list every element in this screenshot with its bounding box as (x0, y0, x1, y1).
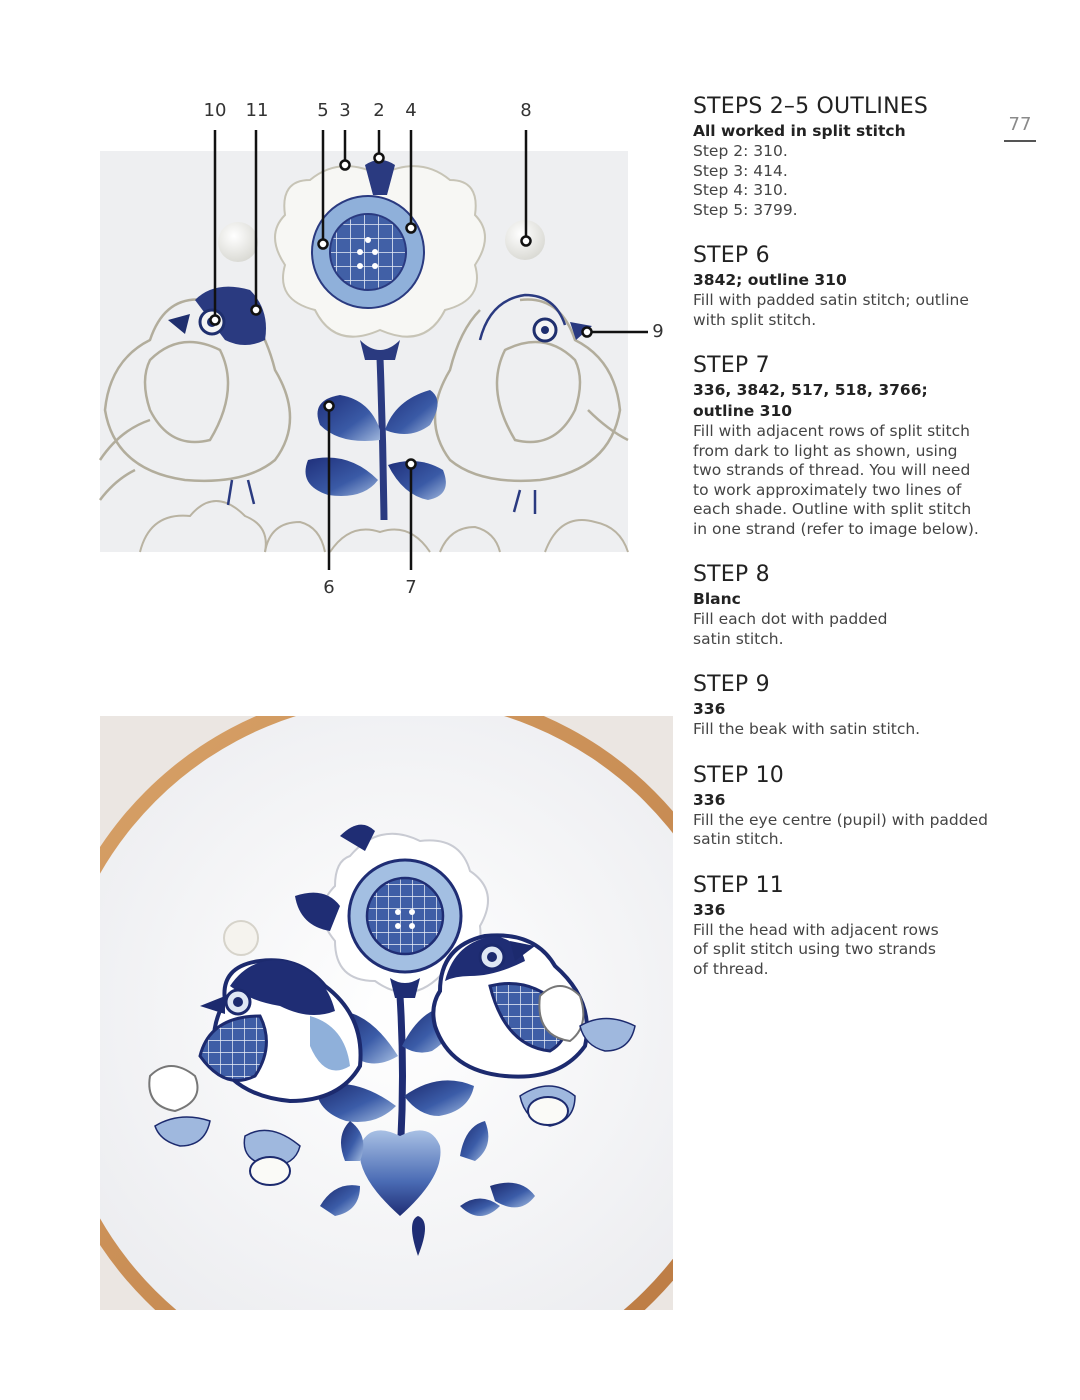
step-threads: 3842; outline 310 (693, 271, 847, 289)
step-8 (693, 561, 993, 649)
finished-embroidery-photo (100, 716, 673, 1310)
step-instructions (693, 93, 993, 1001)
callout-11: 11 (245, 100, 269, 121)
step-11 (693, 872, 993, 980)
step-title: STEPS 2–5 OUTLINES (693, 94, 929, 119)
callout-2: 2 (373, 100, 385, 121)
step-title: STEP 10 (693, 762, 784, 788)
step-body: Fill the beak with satin stitch. (693, 720, 921, 738)
page-number: 77 (1004, 114, 1036, 142)
step-10 (693, 762, 993, 850)
step-title: STEP 9 (693, 672, 770, 697)
step-body: Fill with adjacent rows of split stitch from dark to light as shown, using two strands of thread. You will need to work approximately two lines of each shade. Outline with split stitch in one strand (refer to image below). (693, 422, 979, 538)
step-title: STEP 8 (693, 562, 770, 587)
step-body: Fill the head with adjacent rows of split stitch using two strands of thread. (693, 920, 939, 978)
callout-7: 7 (405, 577, 417, 598)
step-threads: All worked in split stitch (693, 122, 906, 140)
step-2-5 (693, 93, 993, 220)
step-threads: 336, 3842, 517, 518, 3766; outline 310 (693, 381, 928, 420)
callout-5: 5 (317, 100, 329, 121)
step-body: Fill the eye centre (pupil) with padded satin stitch. (693, 810, 988, 848)
step-body: Fill each dot with padded satin stitch. (693, 610, 888, 648)
step-9 (693, 671, 993, 740)
step-title: STEP 11 (693, 872, 784, 898)
step-7 (693, 352, 993, 539)
embroidery-progress-photo (0, 0, 680, 620)
step-title: STEP 7 (693, 353, 770, 378)
step-body: Fill with padded satin stitch; outline with split stitch. (693, 291, 969, 329)
step-threads: 336 (693, 700, 726, 718)
step-body: Step 2: 310. Step 3: 414. Step 4: 310. Step 5: 3799. (693, 142, 798, 219)
callout-6: 6 (323, 577, 335, 598)
step-title: STEP 6 (693, 243, 770, 268)
callout-9: 9 (652, 321, 664, 342)
step-6 (693, 242, 993, 330)
callout-10: 10 (203, 100, 227, 121)
step-threads: 336 (693, 900, 726, 919)
callout-4: 4 (405, 100, 417, 121)
step-threads: Blanc (693, 590, 741, 608)
callout-8: 8 (520, 100, 532, 121)
step-threads: 336 (693, 790, 726, 809)
callout-3: 3 (339, 100, 351, 121)
